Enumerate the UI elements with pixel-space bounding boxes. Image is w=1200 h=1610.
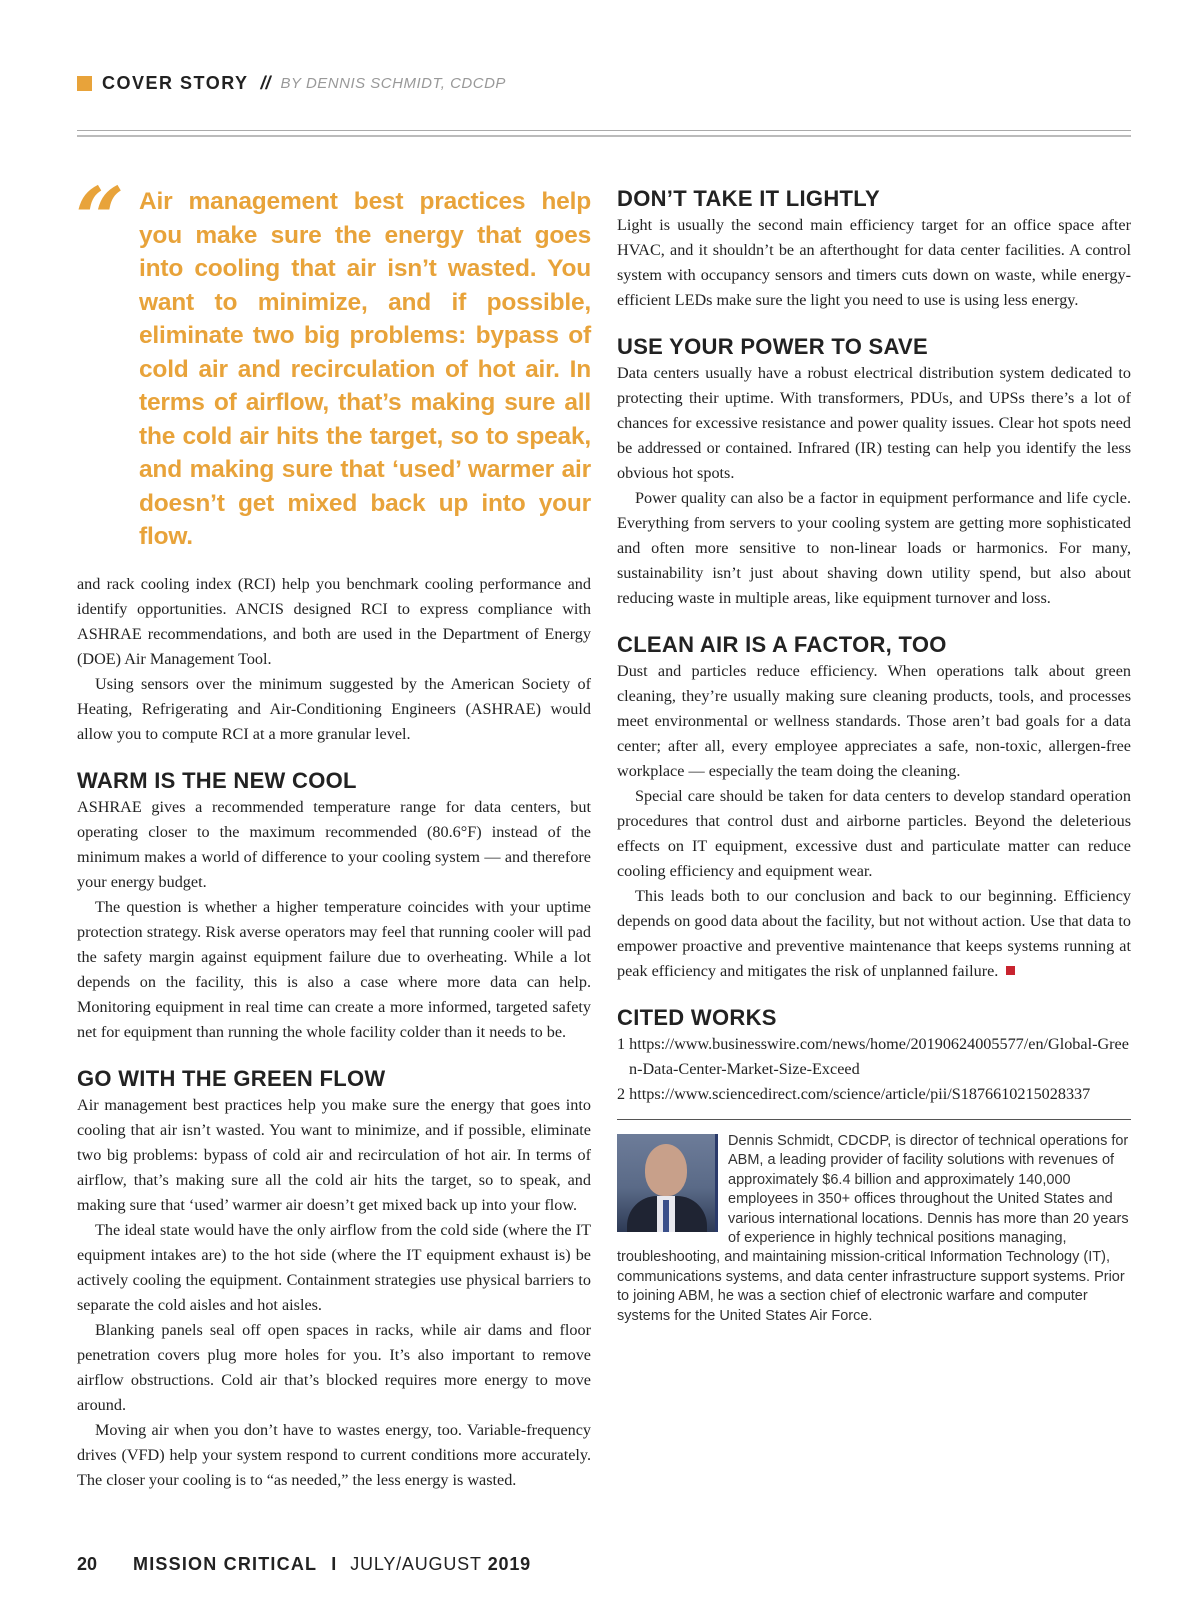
author-photo-tie <box>663 1200 669 1232</box>
body-paragraph: Data centers usually have a robust electrical distribution system dedicated to protecting their uptime. With transformers, PDUs, and UPSs there’s a lot of chances for excessive resistance and power quality issues. Clear hot spots need be addressed or contained. Infrared (IR) testing can help you identify the less obvious hot spots. <box>617 364 1131 482</box>
body-paragraph: Blanking panels seal off open spaces in racks, while air dams and floor penetration covers plug more holes for you. It’s also important to remove airflow obstructions. Cold air that’s blocked requires more energy to move around. <box>77 1320 591 1414</box>
section-heading: WARM IS THE NEW COOL <box>77 767 357 793</box>
body-paragraph: Using sensors over the minimum suggested by the American Society of Heating, Refrigerating and Air-Conditioning Engineers (ASHRAE) would allow you to compute RCI at a more granular level. <box>77 674 591 743</box>
section-heading: DON’T TAKE IT LIGHTLY <box>617 186 880 211</box>
body-paragraph: ASHRAE gives a recommended temperature range for data centers, but operating closer to the maximum recommended (80.6°F) instead of the minimum makes a world of difference to your cooling system — and therefore your energy budget. <box>77 797 591 891</box>
section-square-icon <box>77 76 92 91</box>
section-heading: CITED WORKS <box>617 1005 777 1030</box>
body-paragraph: The ideal state would have the only airflow from the cold side (where the IT equipment intakes are) to the hot side (where the IT equipment exhaust is) be actively cooling the equipment. Containment strategies use physical barriers to separate the cold aisles and hot aisles. <box>77 1220 591 1314</box>
section-warm <box>77 767 591 1045</box>
conclusion-text: This leads both to our conclusion and back to our beginning. Efficiency depends on good data about the facility, but not without action. Use that data to empower proactive and preventive maintenance that keeps systems running at peak efficiency and mitigates the risk of unplanned failure. <box>617 887 1131 980</box>
section-power <box>617 333 1131 611</box>
body-paragraph: Special care should be taken for data centers to develop standard operation procedures that control dust and airborne particles. Beyond the deleterious effects on IT equipment, excessive dust and particulate matter can reduce cooling efficiency and equipment wear. <box>617 787 1131 880</box>
section-heading: GO WITH THE GREEN FLOW <box>77 1065 386 1091</box>
page-header <box>77 70 506 96</box>
byline: BY DENNIS SCHMIDT, CDCDP <box>280 74 506 92</box>
section-clean <box>617 631 1131 984</box>
body-paragraph: Air management best practices help you make sure the energy that goes into cooling that air isn’t wasted. You want to minimize, and if possible, eliminate two big problems: bypass of cold air and recirculation of hot air. In terms of airflow, that’s making sure all the cold air hits the target, so to speak, and making sure that ‘used’ warmer air doesn’t get mixed back up into your flow. <box>77 1095 591 1214</box>
bio-divider <box>617 1119 1131 1120</box>
publication-name: MISSION CRITICAL <box>133 1553 318 1574</box>
footer-separator: I <box>331 1553 337 1574</box>
header-rule-bottom <box>77 135 1131 137</box>
body-paragraph: Moving air when you don’t have to wastes energy, too. Variable-frequency drives (VFD) help your system respond to current conditions more accurately. The closer your cooling is to “as needed,” the less energy is wasted. <box>77 1420 591 1489</box>
end-mark-icon <box>1006 966 1015 975</box>
body-paragraph: Dust and particles reduce efficiency. When operations talk about green cleaning, they’re usually making sure cleaning products, tools, and processes meet environmental or wellness standards. Those aren’t bad goals for a data center; after all, every employee appreciates a safe, non-toxic, allergen-free workplace — especially the team doing the cleaning. <box>617 662 1131 780</box>
author-photo-head <box>645 1144 687 1196</box>
section-light <box>617 185 1131 313</box>
citation-item: 1 https://www.businesswire.com/news/home/20190624005577/en/Global-Green-Data-Center-Market-Size-Exceed <box>617 1035 1129 1078</box>
issue-year: 2019 <box>487 1553 531 1574</box>
body-paragraph: Power quality can also be a factor in equipment performance and life cycle. Everything from servers to your cooling system are getting more sophisticated and often more sensitive to non-linear loads or harmonics. For many, sustainability isn’t just about shaving down utility spend, but also about reducing waste in multiple areas, like equipment turnover and loss. <box>617 489 1131 607</box>
section-heading: USE YOUR POWER TO SAVE <box>617 334 928 359</box>
author-bio-text: Dennis Schmidt, CDCDP, is director of technical operations for ABM, a leading provider of facility solutions with revenues of approximately $6.4 billion and approximately 140,000 employees in 350+ offices throughout the United States and various international locations. Dennis has more than 20 years of experience in highly technical positions managing, troubleshooting, and maintaining mission-critical Information Technology (IT), communications systems, and data center infrastructure support systems. Prior to joining ABM, he was a section chief of electronic warfare and computer systems for the United States Air Force. <box>617 1133 1129 1324</box>
section-green <box>77 1065 591 1493</box>
body-paragraph: The question is whether a higher temperature coincides with your uptime protection strategy. Risk averse operators may feel that running cooler will pad the safety margin against equipment failure due to overheating. While a lot depends on the facility, this is also a case where more data can help. Monitoring equipment in real time can create a more informed, targeted safety net for equipment than running the whole facility colder than it needs to be. <box>77 897 591 1041</box>
cited-works <box>617 1004 1131 1107</box>
left-column <box>75 169 591 1493</box>
header-rule-top <box>77 130 1131 131</box>
section-heading: CLEAN AIR IS A FACTOR, TOO <box>617 632 947 657</box>
body-paragraph: Light is usually the second main efficiency target for an office space after HVAC, and it shouldn’t be an afterthought for data center facilities. A control system with occupancy sensors and timers cuts down on waste, while energy-efficient LEDs make sure the light you need to use is using less energy. <box>617 216 1131 309</box>
section-label: COVER STORY <box>102 72 249 93</box>
right-column <box>617 185 1131 1326</box>
page-number: 20 <box>77 1553 98 1574</box>
author-bio <box>617 1132 1131 1326</box>
page-footer <box>77 1552 531 1576</box>
quote-mark-icon: “ <box>75 169 125 270</box>
citation-item: 2 https://www.sciencedirect.com/science/article/pii/S1876610215028337 <box>617 1085 1091 1103</box>
author-photo <box>617 1134 718 1232</box>
body-paragraph <box>617 884 1131 984</box>
body-paragraph: and rack cooling index (RCI) help you benchmark cooling performance and identify opportunities. ANCIS designed RCI to express compliance with ASHRAE recommendations, and both are used in the Department of Energy (DOE) Air Management Tool. <box>77 574 591 668</box>
pull-quote <box>75 169 591 554</box>
issue-month: JULY/AUGUST <box>350 1553 482 1574</box>
pull-quote-text: Air management best practices help you make sure the energy that goes into cooling that air isn’t wasted. You want to minimize, and if possible, eliminate two big problems: bypass of cold air and recirculation of hot air. In terms of airflow, that’s making sure all the cold air hits the target, so to speak, and making sure that ‘used’ warmer air doesn’t get mixed back up into your flow. <box>139 188 591 550</box>
header-separator: // <box>260 72 271 93</box>
